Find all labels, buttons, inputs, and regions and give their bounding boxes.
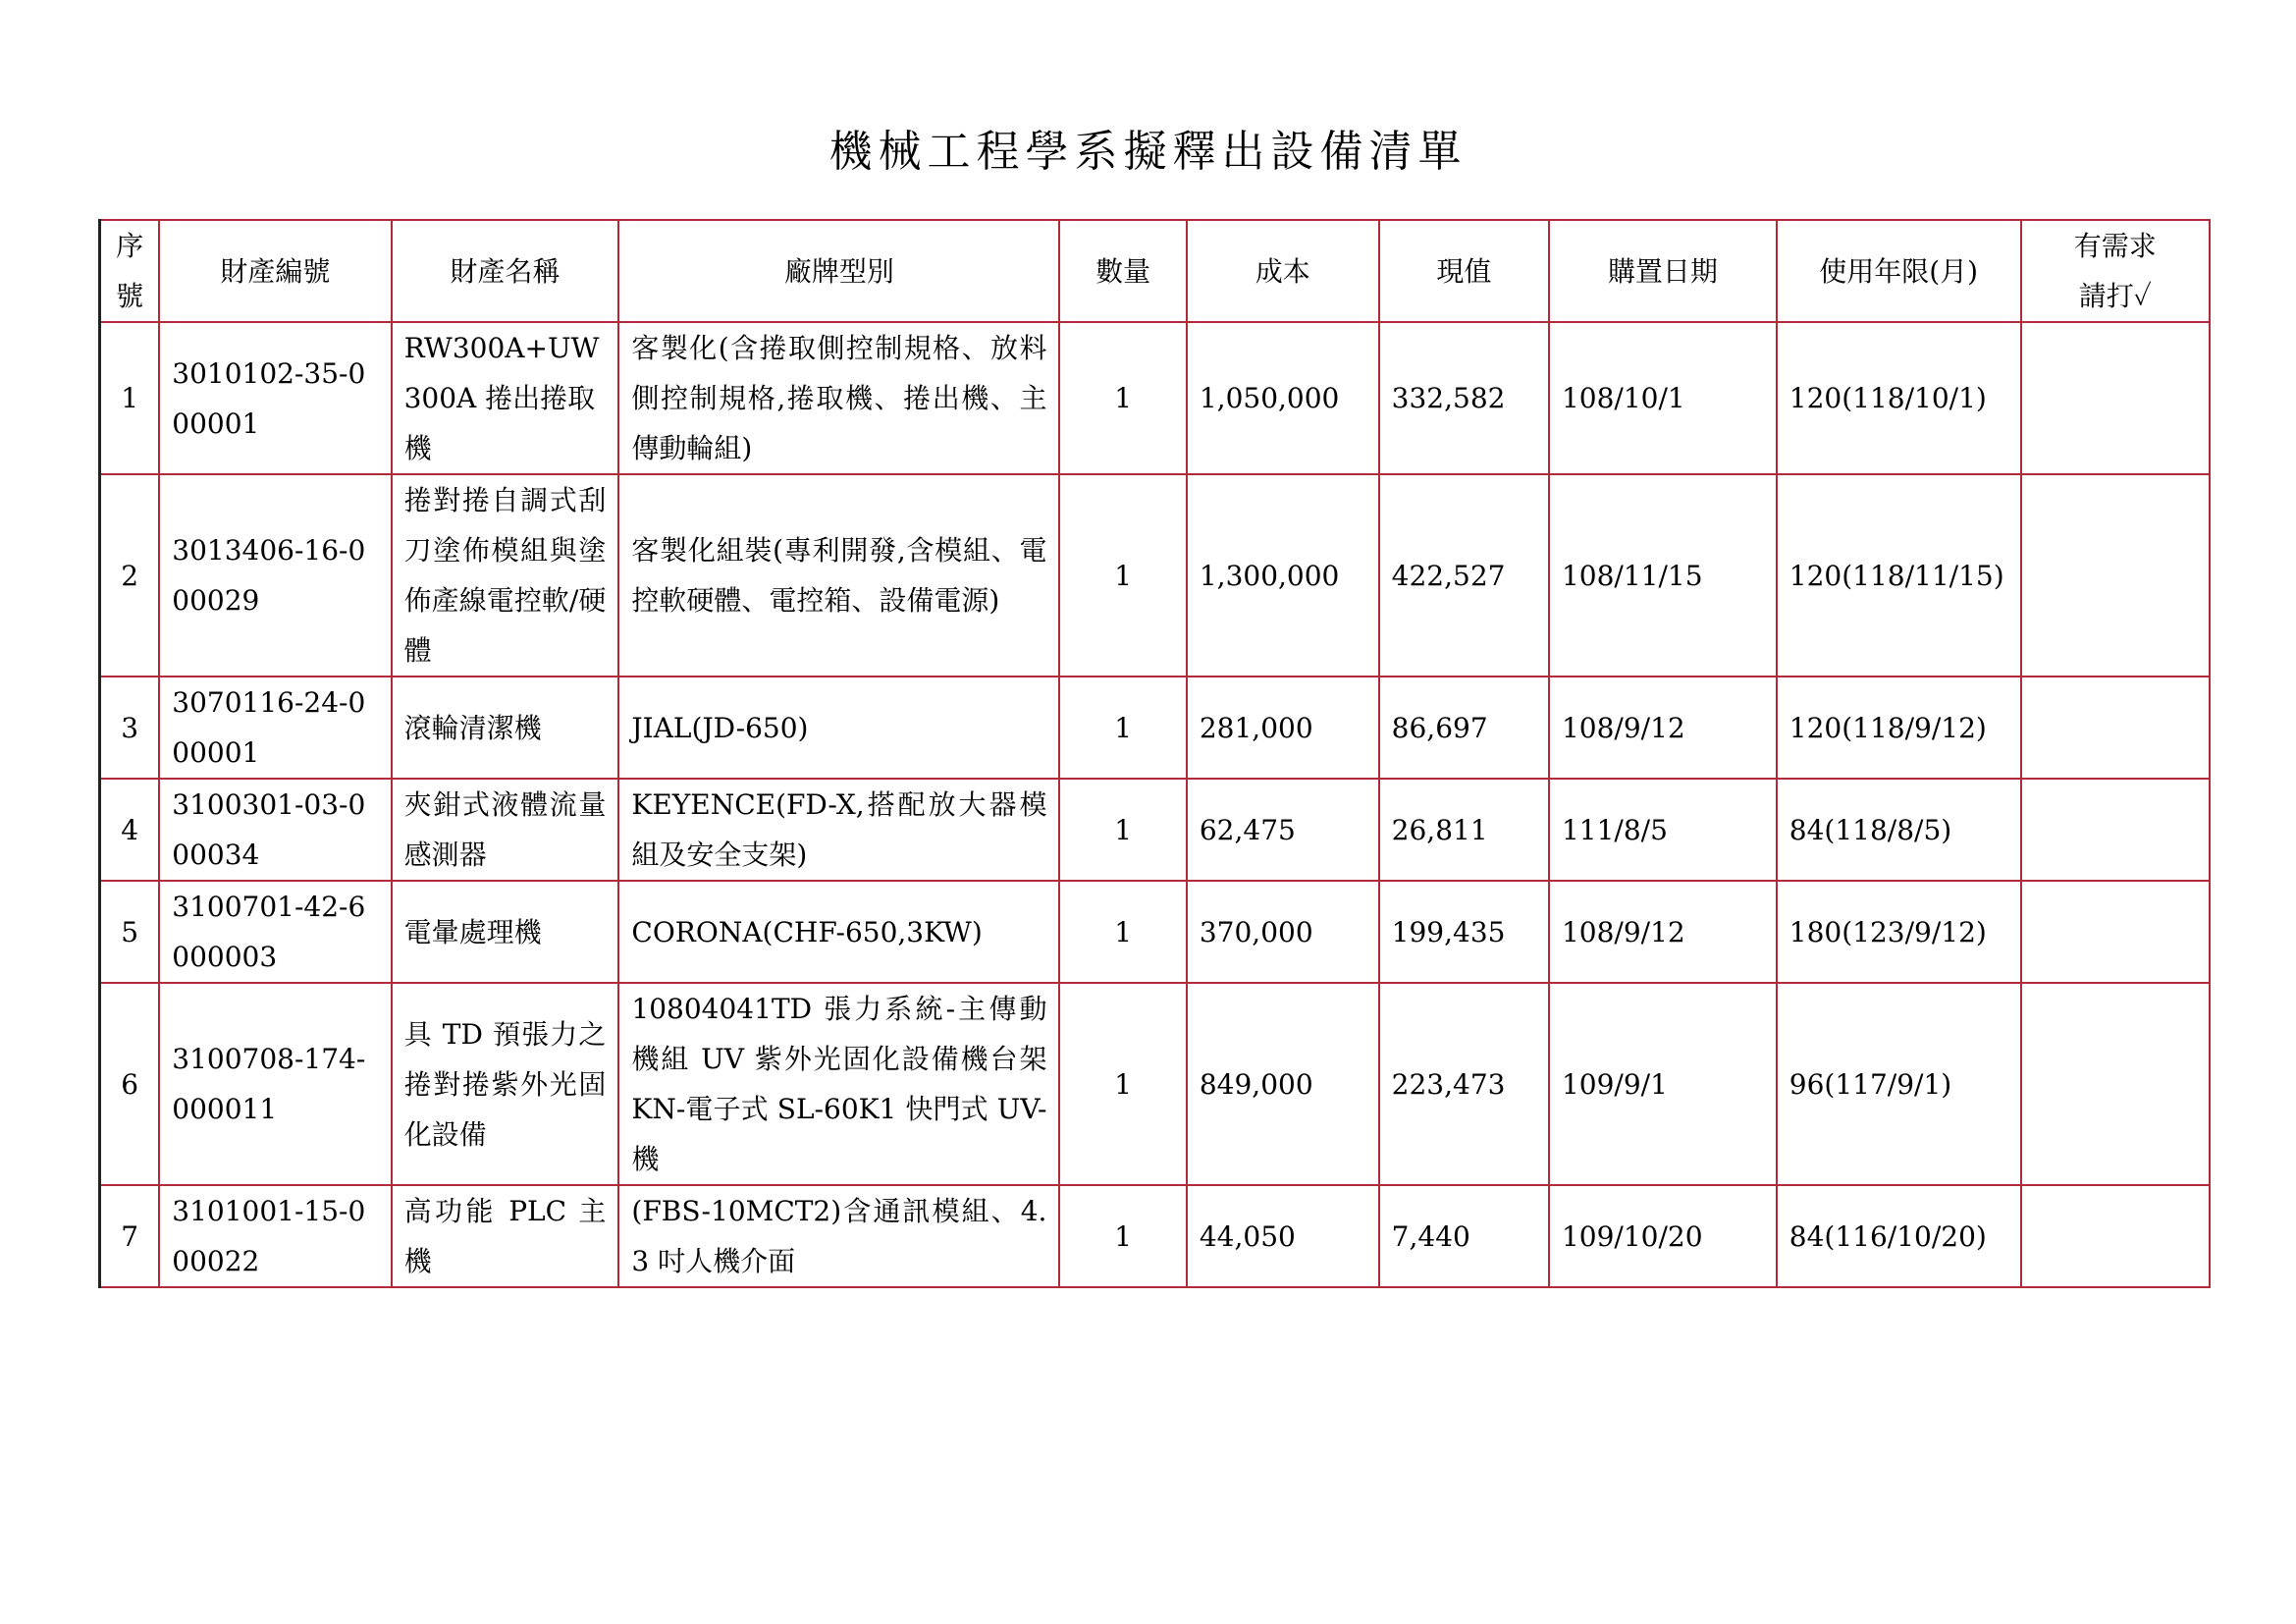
- cell-current-value: 199,435: [1379, 881, 1549, 983]
- cell-brand-model-text: JIAL(JD-650): [631, 711, 809, 744]
- cell-purchase-date: 108/10/1: [1549, 322, 1777, 474]
- cell-service-life: 84(116/10/20): [1777, 1185, 2021, 1287]
- cell-current-value: 422,527: [1379, 474, 1549, 677]
- cell-seq: 5: [100, 881, 160, 983]
- header-service-life: 使用年限(月): [1777, 220, 2021, 322]
- cell-property-name: [392, 1185, 619, 1287]
- cell-property-no: [159, 322, 391, 474]
- header-brand-model: 廠牌型別: [618, 220, 1059, 322]
- cell-purchase-date: 108/9/12: [1549, 881, 1777, 983]
- cell-request-checkbox[interactable]: [2021, 881, 2211, 983]
- cell-service-life: 180(123/9/12): [1777, 881, 2021, 983]
- cell-quantity: 1: [1059, 474, 1186, 677]
- cell-brand-model: [618, 881, 1059, 983]
- cell-property-name-text: 電暈處理機: [403, 915, 542, 948]
- table-row: [100, 677, 2211, 779]
- cell-purchase-date: 108/11/15: [1549, 474, 1777, 677]
- cell-property-name-text: 具 TD 預張力之捲對捲紫外光固化設備: [403, 1017, 607, 1151]
- cell-request-checkbox[interactable]: [2021, 779, 2211, 881]
- cell-property-name: [392, 983, 619, 1185]
- cell-brand-model: [618, 322, 1059, 474]
- cell-property-name-text: RW300A+UW300A 捲出捲取機: [403, 332, 600, 464]
- cell-property-name: [392, 881, 619, 983]
- cell-seq: 6: [100, 983, 160, 1185]
- header-purchase-date: 購置日期: [1549, 220, 1777, 322]
- cell-current-value: 7,440: [1379, 1185, 1549, 1287]
- table-row: [100, 1185, 2211, 1287]
- cell-property-no-text: 3013406-16-000029: [172, 534, 366, 617]
- cell-service-life: 84(118/8/5): [1777, 779, 2021, 881]
- cell-brand-model: [618, 1185, 1059, 1287]
- cell-service-life: 120(118/9/12): [1777, 677, 2021, 779]
- cell-purchase-date: 108/9/12: [1549, 677, 1777, 779]
- cell-property-no-text: 3100708-174-000011: [172, 1043, 366, 1125]
- cell-brand-model: [618, 983, 1059, 1185]
- page-title: 機械工程學系擬釋出設備清單: [828, 127, 1468, 177]
- table-row: [100, 779, 2211, 881]
- cell-property-no: [159, 881, 391, 983]
- cell-cost: 1,300,000: [1187, 474, 1379, 677]
- cell-service-life: 120(118/11/15): [1777, 474, 2021, 677]
- cell-brand-model-text: 客製化組裝(專利開發,含模組、電控軟硬體、電控箱、設備電源): [631, 534, 1047, 617]
- table-row: [100, 983, 2211, 1185]
- cell-service-life: 120(118/10/1): [1777, 322, 2021, 474]
- cell-property-name-text: 滾輪清潔機: [403, 711, 542, 744]
- header-request: [2021, 220, 2211, 322]
- cell-property-name-text: 夾鉗式液體流量感測器: [403, 788, 607, 871]
- cell-property-no: [159, 983, 391, 1185]
- cell-seq: 7: [100, 1185, 160, 1287]
- cell-property-no-text: 3101001-15-000022: [172, 1195, 366, 1277]
- header-property-no: 財產編號: [159, 220, 391, 322]
- cell-cost: 849,000: [1187, 983, 1379, 1185]
- cell-cost: 370,000: [1187, 881, 1379, 983]
- cell-property-name: [392, 322, 619, 474]
- cell-cost: 1,050,000: [1187, 322, 1379, 474]
- cell-request-checkbox[interactable]: [2021, 322, 2211, 474]
- table-header-row: [100, 220, 2211, 322]
- cell-request-checkbox[interactable]: [2021, 983, 2211, 1185]
- header-seq: [100, 220, 160, 322]
- cell-brand-model: [618, 474, 1059, 677]
- cell-quantity: 1: [1059, 881, 1186, 983]
- cell-property-name: [392, 474, 619, 677]
- cell-seq: 3: [100, 677, 160, 779]
- cell-current-value: 332,582: [1379, 322, 1549, 474]
- cell-request-checkbox[interactable]: [2021, 677, 2211, 779]
- cell-cost: 62,475: [1187, 779, 1379, 881]
- cell-seq: 1: [100, 322, 160, 474]
- cell-purchase-date: 111/8/5: [1549, 779, 1777, 881]
- equipment-table: [98, 219, 2211, 1288]
- table-row: [100, 881, 2211, 983]
- cell-service-life: 96(117/9/1): [1777, 983, 2021, 1185]
- header-seq-line2: 號: [116, 280, 144, 312]
- cell-property-name-text: 捲對捲自調式刮刀塗佈模組與塗佈產線電控軟/硬體: [403, 484, 607, 667]
- cell-quantity: 1: [1059, 1185, 1186, 1287]
- header-request-line1: 有需求: [2073, 230, 2157, 262]
- cell-seq: 2: [100, 474, 160, 677]
- cell-request-checkbox[interactable]: [2021, 1185, 2211, 1287]
- cell-quantity: 1: [1059, 322, 1186, 474]
- cell-property-name: [392, 677, 619, 779]
- cell-current-value: 223,473: [1379, 983, 1549, 1185]
- cell-quantity: 1: [1059, 983, 1186, 1185]
- cell-cost: 44,050: [1187, 1185, 1379, 1287]
- cell-current-value: 26,811: [1379, 779, 1549, 881]
- cell-property-name: [392, 779, 619, 881]
- cell-cost: 281,000: [1187, 677, 1379, 779]
- header-seq-line1: 序: [116, 230, 144, 262]
- cell-brand-model-text: 客製化(含捲取側控制規格、放料側控制規格,捲取機、捲出機、主傳動輪組): [631, 332, 1047, 464]
- cell-seq: 4: [100, 779, 160, 881]
- cell-purchase-date: 109/9/1: [1549, 983, 1777, 1185]
- cell-brand-model-text: KEYENCE(FD-X,搭配放大器模組及安全支架): [631, 788, 1047, 871]
- cell-property-no-text: 3070116-24-000001: [172, 686, 366, 769]
- cell-property-no: [159, 677, 391, 779]
- cell-brand-model: [618, 779, 1059, 881]
- table-row: [100, 322, 2211, 474]
- cell-property-name-text: 高功能 PLC 主機: [403, 1195, 607, 1277]
- cell-property-no-text: 3010102-35-000001: [172, 356, 366, 440]
- cell-property-no: [159, 474, 391, 677]
- cell-brand-model-text: (FBS-10MCT2)含通訊模組、4.3 吋人機介面: [631, 1195, 1047, 1277]
- table-row: [100, 474, 2211, 677]
- header-quantity: 數量: [1059, 220, 1186, 322]
- cell-quantity: 1: [1059, 779, 1186, 881]
- cell-property-no: [159, 779, 391, 881]
- cell-quantity: 1: [1059, 677, 1186, 779]
- cell-brand-model-text: 10804041TD 張力系統-主傳動機組 UV 紫外光固化設備機台架 KN-電子式 SL-60K1 快門式 UV-機: [631, 993, 1047, 1175]
- cell-current-value: 86,697: [1379, 677, 1549, 779]
- cell-brand-model: [618, 677, 1059, 779]
- cell-property-no-text: 3100701-42-6000003: [172, 891, 366, 973]
- cell-request-checkbox[interactable]: [2021, 474, 2211, 677]
- cell-brand-model-text: CORONA(CHF-650,3KW): [631, 915, 983, 948]
- header-request-line2: 請打✓: [2078, 280, 2152, 312]
- cell-property-no-text: 3100301-03-000034: [172, 788, 366, 871]
- header-current-value: 現值: [1379, 220, 1549, 322]
- cell-property-no: [159, 1185, 391, 1287]
- cell-purchase-date: 109/10/20: [1549, 1185, 1777, 1287]
- header-cost: 成本: [1187, 220, 1379, 322]
- header-property-name: 財產名稱: [392, 220, 619, 322]
